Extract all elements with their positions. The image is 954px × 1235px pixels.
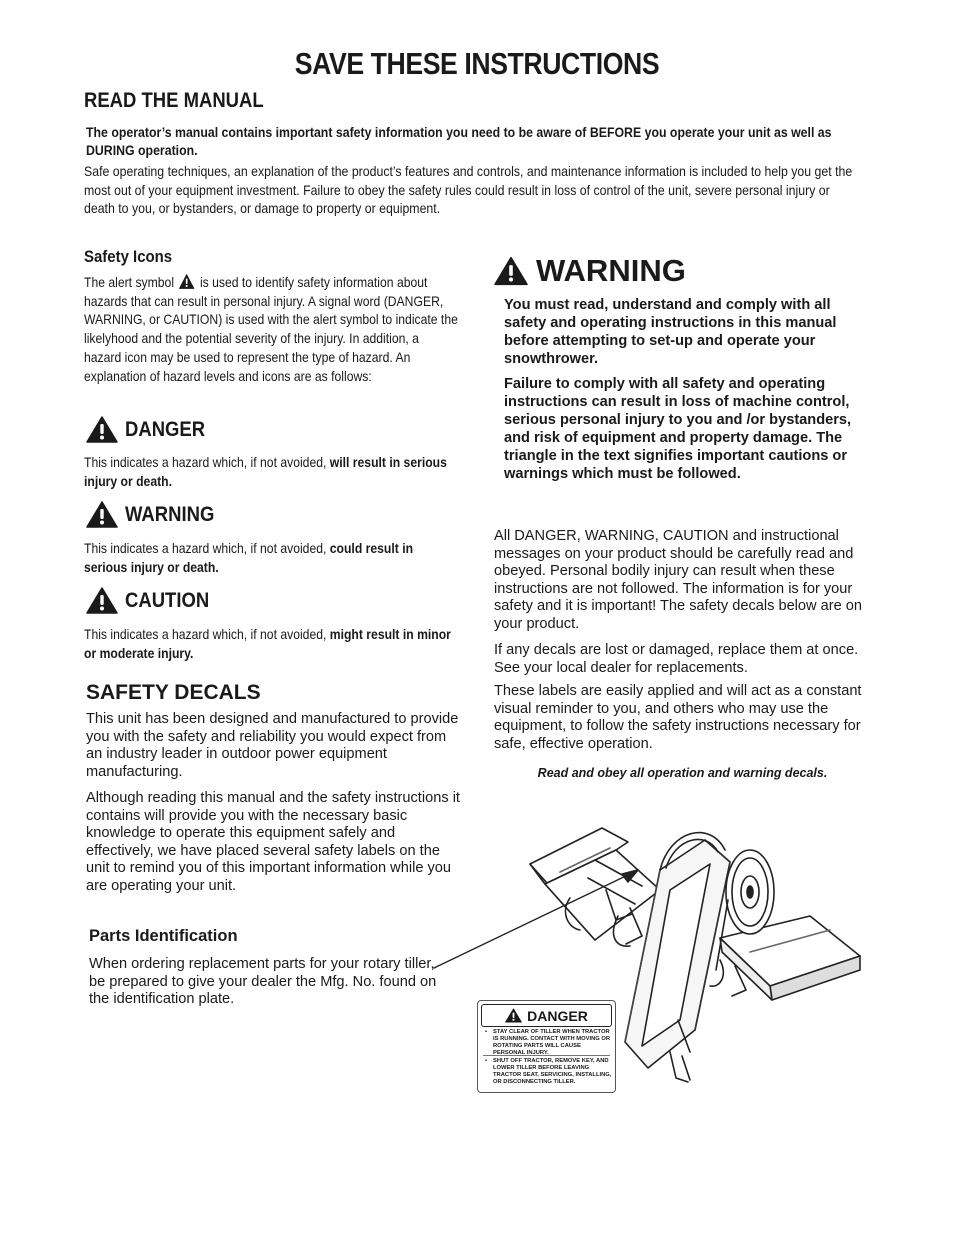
caution-level-heading bbox=[86, 587, 221, 614]
danger-level-heading bbox=[86, 416, 216, 443]
decal-instructions-paragraph-1: All DANGER, WARNING, CAUTION and instructional messages on your product should be carefully read and obeyed. Personal bodily injury can result when these instructions are not followed. The information is for your safety and it is important! The safety decals below are on your product. bbox=[494, 528, 863, 632]
page-title: SAVE THESE INSTRUCTIONS bbox=[294, 46, 660, 81]
warning-text: This indicates a hazard which, if not avoided, bbox=[84, 540, 327, 556]
caution-description bbox=[84, 625, 458, 662]
safety-icons-text-after: is used to identify safety information about hazards that can result in personal injury. A signal word (DANGER, WARNING, or CAUTION) is used with the alert symbol to indicate the likelyhood and the potential severity of the injury. In addition, a hazard icon may be used to represent the type of hazard. An explanation of hazard levels and icons are as follows: bbox=[84, 274, 458, 384]
safety-icons-body bbox=[84, 273, 458, 385]
tiller-drive-housing bbox=[625, 833, 730, 1068]
danger-label: DANGER bbox=[125, 417, 206, 441]
safety-decals-heading: SAFETY DECALS bbox=[86, 681, 261, 704]
safety-decals-paragraph-2: Although reading this manual and the safety instructions it contains will provide you with the necessary basic knowledge to operate this equipment safely and effectively, we have placed several safety labels on the unit to remind you of this important information while you are operating your unit. bbox=[86, 790, 460, 894]
warning-level-heading bbox=[86, 501, 227, 528]
warning-box-title bbox=[494, 253, 686, 289]
safety-icons-text-before: The alert symbol bbox=[84, 274, 175, 290]
danger-description bbox=[84, 453, 458, 490]
read-manual-body: Safe operating techniques, an explanation of the product’s features and controls, and maintenance information is included to help you get the most out of your equipment investment. Failure to obey the safety rules could result in loss of control of the unit, severe personal injury or death to you, or bystanders, or damage to property or equipment. bbox=[84, 163, 853, 216]
decal-instructions-paragraph-3: These labels are easily applied and will act as a constant visual reminder to you, and others who may use the equipment, to follow the safety instructions necessary for safe, effective operation. bbox=[494, 683, 862, 752]
alert-triangle-icon bbox=[86, 501, 118, 528]
warning-emphasis: could result in serious injury or death. bbox=[84, 540, 414, 575]
danger-decal-label: DANGER bbox=[527, 1007, 588, 1024]
caution-label: CAUTION bbox=[125, 588, 210, 612]
danger-decal bbox=[477, 1000, 616, 1093]
warning-box-paragraph-1: You must read, understand and comply with all safety and operating instructions in this manual before attempting to set-up and operate your snowthrower. bbox=[504, 297, 837, 367]
read-manual-bold-text: The operator’s manual contains important safety information you need to be aware of BEFORE you operate your unit as well as DURING operation. bbox=[86, 124, 832, 158]
warning-box-paragraph-2: Failure to comply with all safety and operating instructions can result in loss of machine control, serious personal injury to you and /or bystanders, and risk of equipment and property damage. The triangle in the text signifies important cautions or warnings which must be followed. bbox=[504, 376, 852, 482]
alert-triangle-icon bbox=[179, 274, 195, 289]
caution-text: This indicates a hazard which, if not avoided, bbox=[84, 626, 327, 642]
warning-label: WARNING bbox=[125, 502, 215, 526]
decal-instructions-paragraph-2: If any decals are lost or damaged, replace them at once. See your local dealer for replacements. bbox=[494, 642, 859, 676]
warning-description bbox=[84, 539, 458, 576]
safety-icons-heading: Safety Icons bbox=[84, 247, 173, 266]
figure-caption: Read and obey all operation and warning decals. bbox=[537, 766, 828, 780]
alert-triangle-icon bbox=[494, 255, 528, 287]
safety-decals-paragraph-1: This unit has been designed and manufactured to provide you with the safety and reliability you would expect from an industry leader in outdoor power equipment manufacturing. bbox=[86, 711, 459, 780]
parts-identification-body: When ordering replacement parts for your rotary tiller, be prepared to give your dealer the Mfg. No. found on the identification plate. bbox=[89, 956, 437, 1008]
alert-triangle-icon bbox=[86, 416, 118, 443]
danger-decal-item bbox=[485, 1058, 613, 1086]
alert-triangle-icon bbox=[86, 587, 118, 614]
parts-identification-heading: Parts Identification bbox=[89, 927, 238, 945]
danger-decal-item-text: • STAY CLEAR OF TILLER WHEN TRACTOR IS RUNNING. CONTACT WITH MOVING OR ROTATING PARTS WILL CAUSE PERSONAL INJURY. bbox=[493, 1029, 611, 1056]
danger-text: This indicates a hazard which, if not avoided, bbox=[84, 454, 327, 470]
tiller-gear-wheel bbox=[726, 850, 774, 934]
caution-emphasis: might result in minor or moderate injury. bbox=[84, 626, 451, 661]
alert-triangle-icon bbox=[505, 1008, 522, 1023]
danger-decal-header bbox=[481, 1004, 612, 1027]
decal-divider bbox=[483, 1055, 610, 1056]
danger-decal-item bbox=[485, 1029, 613, 1057]
danger-decal-item-text: • SHUT OFF TRACTOR, REMOVE KEY, AND LOWER TILLER BEFORE LEAVING TRACTOR SEAT, SERVICING, INSTALLING, OR DISCONNECTING TILLER. bbox=[493, 1058, 612, 1085]
read-manual-heading: READ THE MANUAL bbox=[84, 89, 264, 112]
danger-emphasis: will result in serious injury or death. bbox=[84, 454, 447, 489]
warning-box-label: WARNING bbox=[536, 253, 686, 288]
